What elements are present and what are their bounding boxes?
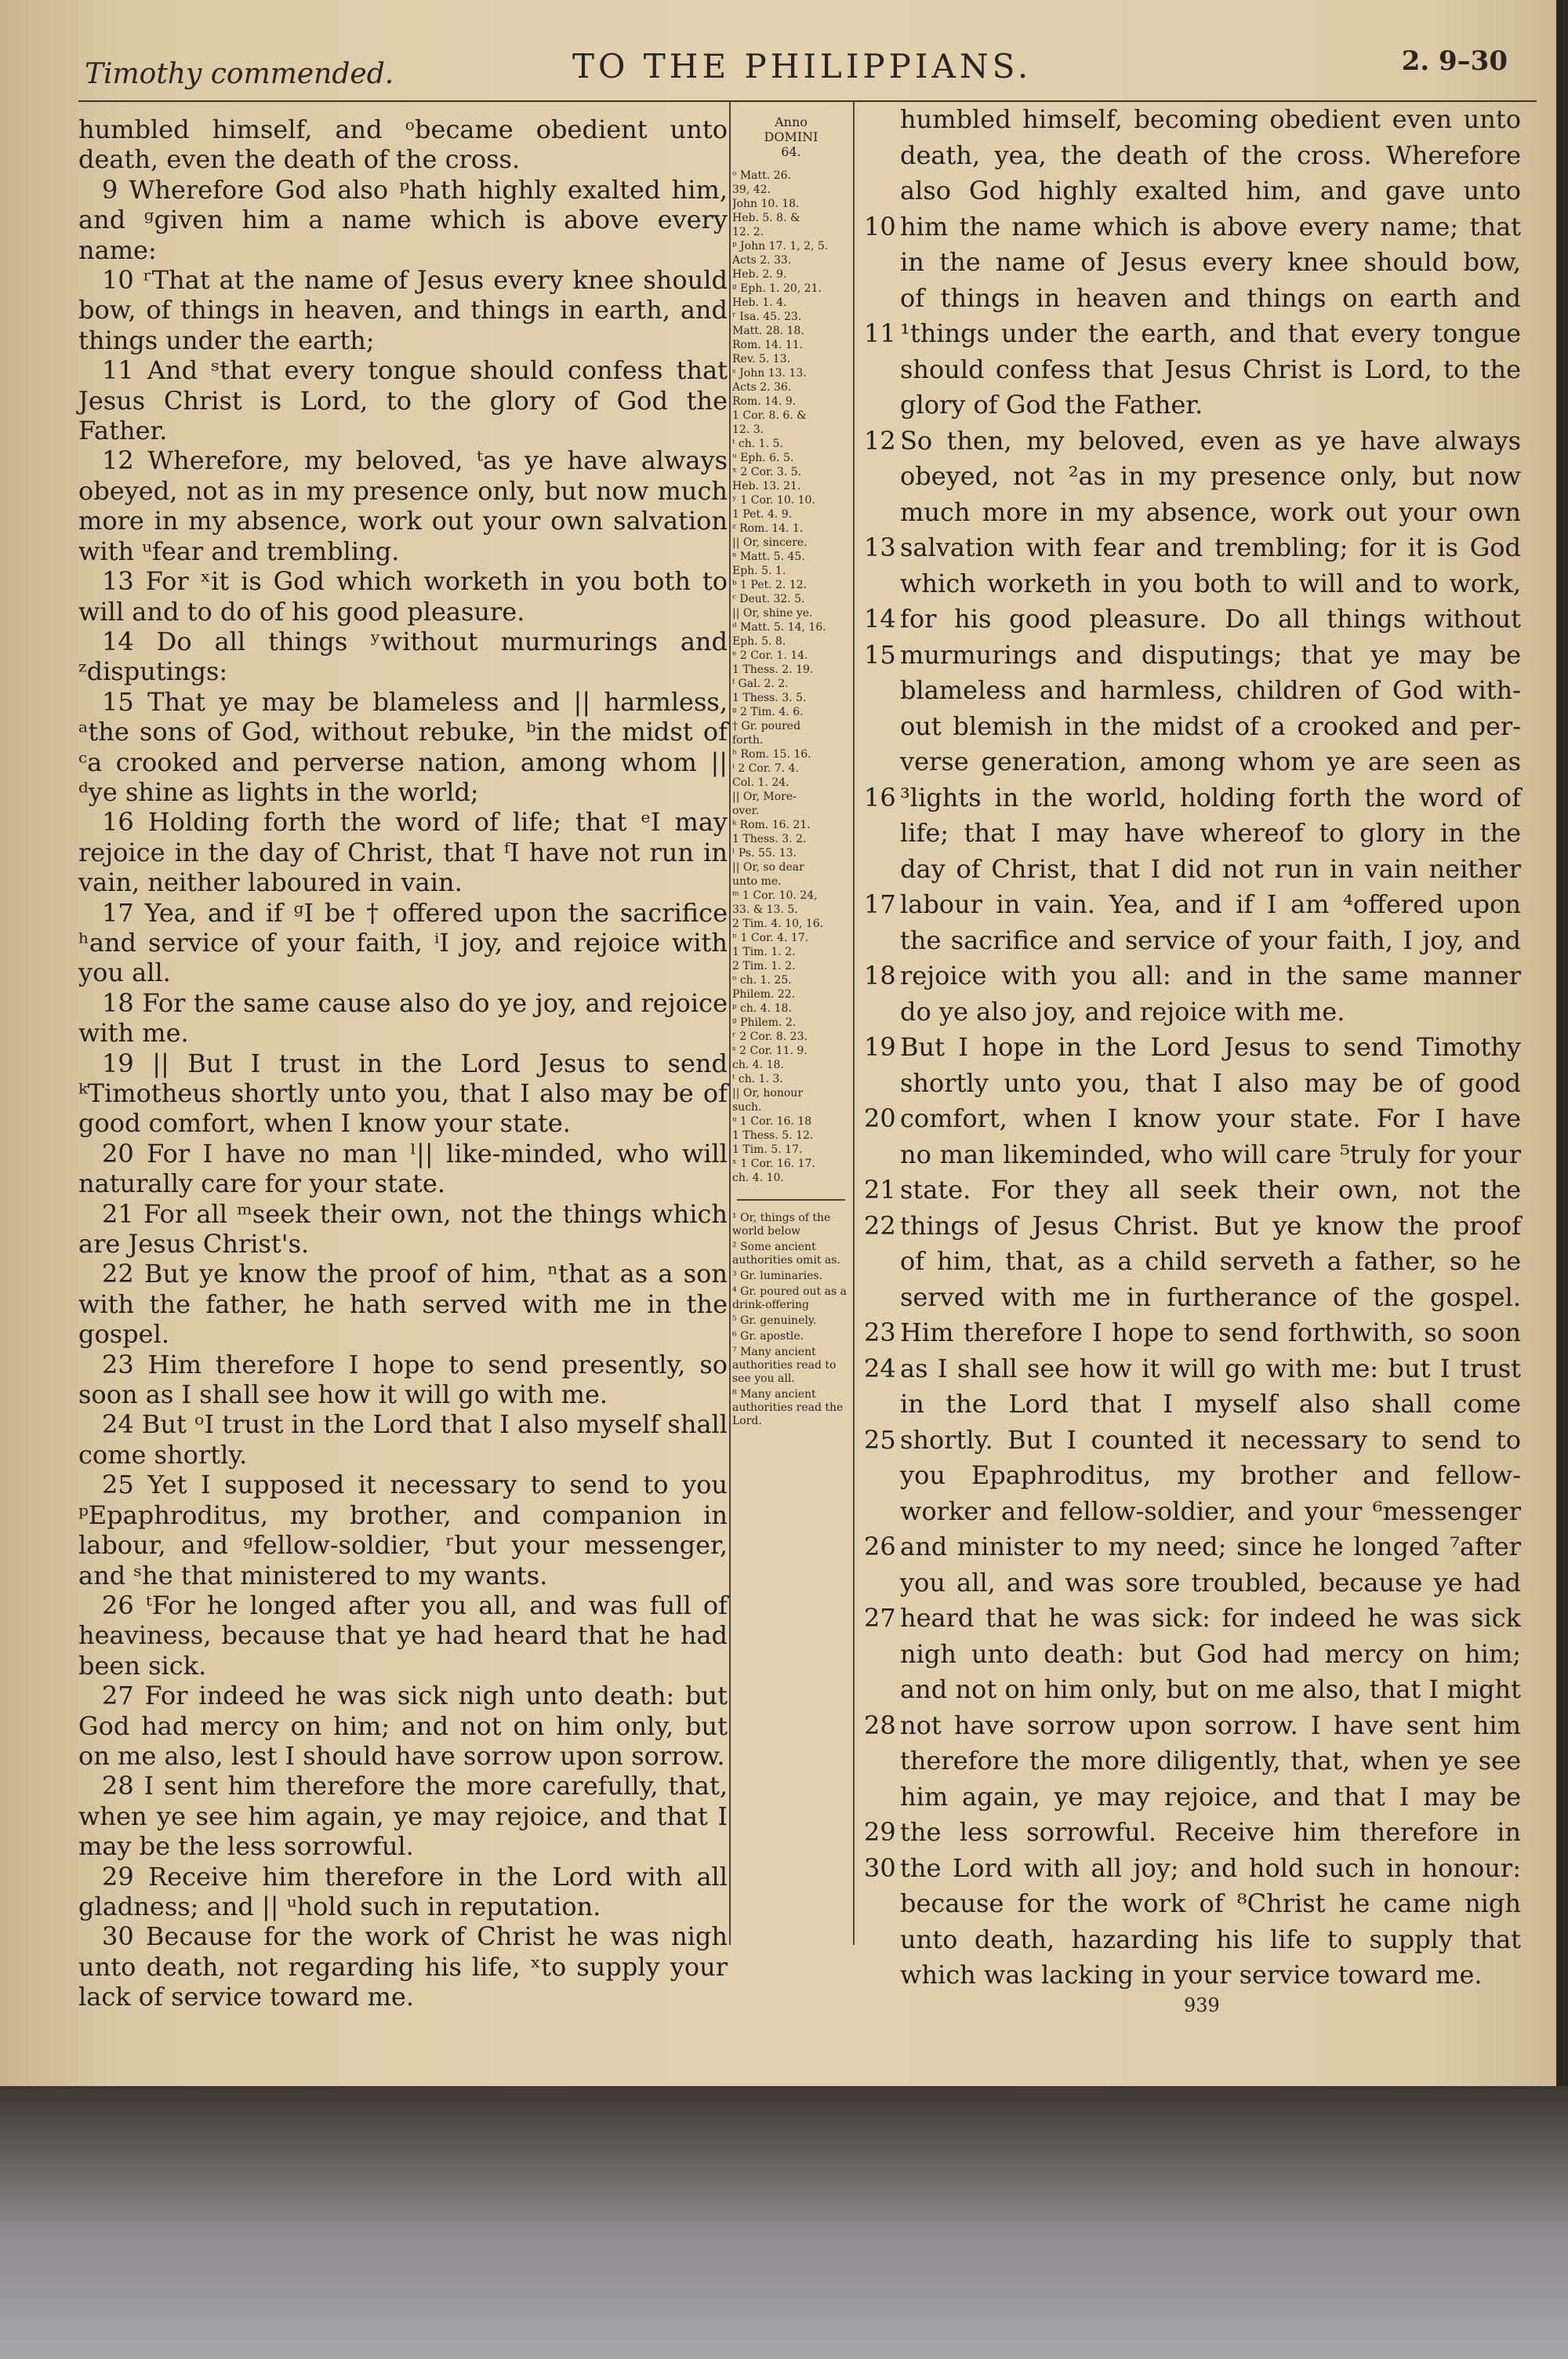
verse-number: 17 bbox=[864, 889, 896, 919]
verse-number bbox=[864, 744, 900, 780]
left-verse: 30 Because for the work of Christ he was nigh unto death, not regarding his life, ˣto supply your lack of service toward me. bbox=[78, 1921, 728, 2012]
cross-reference: over. bbox=[732, 805, 760, 817]
margin-footnote: ⁸ Many ancient authorities read the Lord. bbox=[732, 1388, 844, 1427]
line-text: worker and fellow-soldier, and your ⁶messenger bbox=[900, 1496, 1521, 1526]
cross-reference: ᶠ Gal. 2. 2. bbox=[732, 678, 789, 690]
right-line bbox=[864, 1423, 1521, 1459]
margin-footnote: ⁷ Many ancient authorities read to see you all. bbox=[732, 1346, 837, 1385]
verse-number bbox=[864, 102, 900, 138]
footnote-list bbox=[732, 1212, 850, 1428]
cross-reference: ⁿ 1 Cor. 4. 17. bbox=[732, 932, 809, 944]
cross-reference: ᵒ Matt. 26. bbox=[732, 169, 791, 182]
cross-reference: ᵒ ch. 1. 25. bbox=[732, 974, 792, 987]
cross-reference: Rom. 14. 9. bbox=[732, 395, 797, 408]
cross-reference: 1 Tim. 1. 2. bbox=[732, 946, 796, 958]
cross-reference: ch. 4. 18. bbox=[732, 1059, 784, 1071]
left-verse: 9 Wherefore God also ᵖhath highly exalted him, and ᵍgiven him a name which is above every name: bbox=[78, 174, 728, 265]
line-text: the sacrifice and service of your faith, I joy, and bbox=[900, 925, 1521, 955]
line-text: should confess that Jesus Christ is Lord, to the bbox=[900, 354, 1521, 384]
verse-number: 14 bbox=[864, 604, 896, 634]
line-text: obeyed, not ²as in my presence only, but now bbox=[900, 461, 1521, 491]
cross-reference: 1 Pet. 4. 9. bbox=[732, 508, 793, 521]
line-text: labour in vain. Yea, and if I am ⁴offered upon bbox=[900, 889, 1521, 919]
line-text: him again, ye may rejoice, and that I may be bbox=[900, 1781, 1521, 1812]
right-line bbox=[864, 1280, 1521, 1316]
cross-reference: 33. & 13. 5. bbox=[732, 903, 798, 916]
cross-reference: || Or, More- bbox=[732, 791, 797, 803]
cross-reference: ᵗ ch. 1. 3. bbox=[732, 1073, 783, 1085]
cross-reference: || Or, sincere. bbox=[732, 536, 808, 549]
verse-number bbox=[864, 1779, 900, 1816]
right-line bbox=[864, 887, 1521, 923]
cross-reference: ˣ 2 Cor. 3. 5. bbox=[732, 466, 802, 478]
right-line bbox=[864, 1886, 1521, 1922]
right-line bbox=[864, 1137, 1521, 1173]
verse-number bbox=[864, 1280, 900, 1316]
verse-number bbox=[864, 352, 900, 388]
cross-reference: Eph. 5. 8. bbox=[732, 635, 786, 648]
left-verse: 11 And ˢthat every tongue should confess that Jesus Christ is Lord, to the glory of God the Father. bbox=[78, 355, 728, 446]
line-text: in the Lord that I myself also shall come bbox=[900, 1389, 1521, 1419]
center-margin-references bbox=[732, 114, 850, 1430]
margin-footnote: ⁴ Gr. poured out as a drink-offering bbox=[732, 1285, 847, 1311]
cross-reference: ᵘ Eph. 6. 5. bbox=[732, 452, 794, 464]
line-text: rejoice with you all: and in the same manner bbox=[900, 961, 1521, 990]
cross-reference: ᶻ Rom. 14. 1. bbox=[732, 522, 804, 535]
cross-reference: ʰ Rom. 15. 16. bbox=[732, 748, 811, 761]
cross-reference: 12. 2. bbox=[732, 226, 764, 238]
cross-reference: ᵃ Matt. 5. 45. bbox=[732, 551, 805, 563]
cross-reference: ᵇ 1 Pet. 2. 12. bbox=[732, 579, 808, 591]
cross-reference: Rev. 5. 13. bbox=[732, 353, 791, 365]
right-line bbox=[864, 530, 1521, 566]
verse-number bbox=[864, 994, 900, 1030]
left-verse: 14 Do all things ʸwithout murmurings and ᶻdisputings: bbox=[78, 626, 728, 687]
line-text: as I shall see how it will go with me: but I trust bbox=[900, 1353, 1521, 1383]
verse-number bbox=[864, 1672, 900, 1708]
line-text: salvation with fear and trembling; for it is God bbox=[900, 533, 1521, 562]
line-text: no man likeminded, who will care ⁵truly for your bbox=[900, 1139, 1521, 1169]
left-verse: 23 Him therefore I hope to send presently, so soon as I shall see how it will go with me. bbox=[78, 1349, 728, 1410]
right-line bbox=[864, 1351, 1521, 1387]
verse-number: 22 bbox=[864, 1210, 896, 1241]
right-line bbox=[864, 566, 1521, 602]
line-text: of him, that, as a child serveth a father, so he bbox=[900, 1246, 1521, 1276]
right-line bbox=[864, 1458, 1521, 1494]
verse-number bbox=[864, 852, 900, 888]
verse-number bbox=[864, 1743, 900, 1779]
cross-reference: Heb. 5. 8. & bbox=[732, 212, 800, 224]
footnote-separator bbox=[737, 1199, 845, 1201]
anno-domini bbox=[732, 114, 850, 159]
right-line bbox=[864, 1779, 1521, 1816]
margin-footnote: ³ Gr. luminaries. bbox=[732, 1270, 823, 1282]
line-text: But I hope in the Lord Jesus to send Timothy bbox=[900, 1032, 1521, 1062]
verse-number: 28 bbox=[864, 1710, 896, 1740]
line-text: you all, and was sore troubled, because ye had bbox=[900, 1567, 1521, 1598]
line-text: shortly. But I counted it necessary to send to bbox=[900, 1424, 1521, 1455]
left-verse: 29 Receive him therefore in the Lord with all gladness; and || ᵘhold such in reputation. bbox=[78, 1861, 728, 1921]
verse-number: 18 bbox=[864, 961, 896, 990]
verse-number bbox=[864, 1066, 900, 1102]
left-verse: 19 || But I trust in the Lord Jesus to send ᵏTimotheus shortly unto you, that I also may be of good comfort, when I know your state. bbox=[78, 1048, 728, 1139]
line-text: not have sorrow upon sorrow. I have sent him bbox=[900, 1710, 1521, 1740]
line-text: which worketh in you both to will and to work, bbox=[900, 568, 1521, 598]
verse-number bbox=[864, 1494, 900, 1530]
cross-reference: ch. 4. 10. bbox=[732, 1172, 784, 1184]
cross-reference: Heb. 13. 21. bbox=[732, 480, 801, 493]
cross-reference: ʸ 1 Cor. 10. 10. bbox=[732, 494, 815, 507]
cross-reference: ʳ Isa. 45. 23. bbox=[732, 311, 802, 323]
cross-reference: 1 Thess. 3. 5. bbox=[732, 692, 807, 704]
right-line bbox=[864, 1708, 1521, 1744]
page-number: 939 bbox=[1184, 1994, 1220, 2016]
verse-number: 13 bbox=[864, 533, 896, 562]
cross-reference: || Or, honour bbox=[732, 1087, 804, 1100]
line-text: him the name which is above every name; that bbox=[900, 211, 1521, 242]
right-line bbox=[864, 138, 1521, 174]
line-text: which was lacking in your service toward me. bbox=[900, 1960, 1483, 1990]
cross-reference: ᵘ 1 Cor. 16. 18 bbox=[732, 1115, 812, 1128]
line-text: the Lord with all joy; and hold such in honour: bbox=[900, 1852, 1521, 1883]
line-text: verse generation, among whom ye are seen as bbox=[900, 747, 1521, 776]
right-line bbox=[864, 816, 1521, 852]
cross-reference: 2 Tim. 1. 2. bbox=[732, 960, 796, 972]
right-line bbox=[864, 209, 1521, 245]
line-text: the less sorrowful. Receive him therefore in bbox=[900, 1817, 1521, 1847]
cross-reference: 1 Cor. 8. 6. & bbox=[732, 409, 807, 422]
verse-number: 30 bbox=[864, 1852, 896, 1883]
background-surface bbox=[0, 2086, 1568, 2359]
left-column-av-text bbox=[78, 114, 728, 2012]
right-line bbox=[864, 1494, 1521, 1530]
verse-number: 29 bbox=[864, 1817, 896, 1847]
cross-reference: 1 Thess. 5. 12. bbox=[732, 1129, 814, 1142]
line-text: humbled himself, becoming obedient even unto bbox=[900, 104, 1521, 134]
verse-number bbox=[864, 816, 900, 852]
right-line bbox=[864, 638, 1521, 674]
verse-number: 10 bbox=[864, 211, 896, 242]
cross-reference: 12. 3. bbox=[732, 423, 764, 436]
cross-reference: || Or, shine ye. bbox=[732, 607, 813, 620]
right-line bbox=[864, 1315, 1521, 1351]
verse-number: 24 bbox=[864, 1353, 896, 1383]
right-line bbox=[864, 245, 1521, 281]
verse-number bbox=[864, 459, 900, 495]
cross-reference: 1 Thess. 3. 2. bbox=[732, 833, 807, 845]
cross-reference: ˢ John 13. 13. bbox=[732, 367, 807, 380]
verse-number bbox=[864, 566, 900, 602]
cross-reference: ᵈ Matt. 5. 14, 16. bbox=[732, 621, 826, 634]
line-text: and not on him only, but on me also, that I might bbox=[900, 1674, 1521, 1704]
cross-reference: || Or, so dear bbox=[732, 861, 804, 874]
verse-number bbox=[864, 281, 900, 317]
line-text: for his good pleasure. Do all things without bbox=[900, 604, 1521, 634]
line-text: you Epaphroditus, my brother and fellow- bbox=[900, 1460, 1521, 1490]
cross-reference: ʳ 2 Cor. 8. 23. bbox=[732, 1030, 808, 1043]
cross-reference: 39, 42. bbox=[732, 184, 771, 196]
line-text: Him therefore I hope to send forthwith, so soon bbox=[900, 1318, 1521, 1347]
left-verse: 24 But ᵒI trust in the Lord that I also myself shall come shortly. bbox=[78, 1409, 728, 1470]
line-text: things of Jesus Christ. But ye know the proof bbox=[900, 1210, 1521, 1241]
line-text: out blemish in the midst of a crooked and per- bbox=[900, 711, 1521, 741]
cross-reference: Rom. 14. 11. bbox=[732, 339, 804, 351]
running-head bbox=[0, 45, 1556, 93]
verse-number bbox=[864, 1458, 900, 1494]
left-verse: 16 Holding forth the word of life; that ᵉI may rejoice in the day of Christ, that ᶠI have not run in vain, neither laboured in vain. bbox=[78, 807, 728, 898]
line-text: therefore the more diligently, that, when ye see bbox=[900, 1746, 1521, 1776]
right-line bbox=[864, 1066, 1521, 1102]
margin-footnote: ⁵ Gr. genuinely. bbox=[732, 1314, 817, 1327]
left-verse: 10 ʳThat at the name of Jesus every knee should bow, of things in heaven, and things in earth, and things under the earth; bbox=[78, 265, 728, 355]
verse-number: 26 bbox=[864, 1532, 896, 1561]
right-line bbox=[864, 1529, 1521, 1565]
line-text: comfort, when I know your state. For I have bbox=[900, 1103, 1521, 1133]
cross-reference: Acts 2. 36. bbox=[732, 381, 792, 394]
left-verse: 13 For ˣit is God which worketh in you both to will and to do of his good pleasure. bbox=[78, 566, 728, 627]
margin-footnote: ² Some ancient authorities omit as. bbox=[732, 1241, 840, 1267]
column-divider-right bbox=[853, 102, 855, 1945]
left-verse: 12 Wherefore, my beloved, ᵗas ye have always obeyed, not as in my presence only, but now much more in my absence, work out your own salvation with ᵘfear and trembling. bbox=[78, 445, 728, 566]
right-line bbox=[864, 923, 1521, 959]
right-line bbox=[864, 1601, 1521, 1637]
left-verse: 18 For the same cause also do ye joy, and rejoice with me. bbox=[78, 987, 728, 1049]
verse-number: 23 bbox=[864, 1318, 896, 1347]
line-text: do ye also joy, and rejoice with me. bbox=[900, 996, 1345, 1027]
line-text: much more in my absence, work out your own bbox=[900, 496, 1521, 527]
cross-reference: John 10. 18. bbox=[732, 198, 800, 210]
verse-number: 16 bbox=[864, 782, 896, 812]
line-text: murmurings and disputings; that ye may be bbox=[900, 639, 1521, 670]
cross-reference: Heb. 2. 9. bbox=[732, 268, 787, 281]
cross-reference: ᵍ 2 Tim. 4. 6. bbox=[732, 706, 804, 718]
right-line bbox=[864, 459, 1521, 495]
verse-number: 21 bbox=[864, 1175, 896, 1205]
cross-reference: ᶜ Deut. 32. 5. bbox=[732, 593, 805, 605]
verse-number bbox=[864, 1886, 900, 1922]
line-text: So then, my beloved, even as ye have always bbox=[900, 425, 1521, 456]
left-verse: 20 For I have no man ˡ|| like-minded, who will naturally care for your state. bbox=[78, 1138, 728, 1199]
verse-number: 25 bbox=[864, 1424, 896, 1455]
running-head-reference: 2. 9–30 bbox=[1401, 45, 1508, 77]
verse-number: 19 bbox=[864, 1032, 896, 1062]
line-text: in the name of Jesus every knee should bow, bbox=[900, 247, 1521, 277]
margin-footnote: ⁶ Gr. apostle. bbox=[732, 1330, 804, 1343]
cross-reference: ᵏ Rom. 16. 21. bbox=[732, 819, 811, 831]
line-text: day of Christ, that I did not run in vain neither bbox=[900, 853, 1521, 884]
right-line bbox=[864, 602, 1521, 638]
line-text: death, yea, the death of the cross. Wherefore bbox=[900, 140, 1521, 170]
right-line bbox=[864, 1922, 1521, 1958]
line-text: life; that I may have whereof to glory in the bbox=[900, 818, 1521, 848]
cross-reference: such. bbox=[732, 1101, 762, 1114]
right-line bbox=[864, 281, 1521, 317]
verse-number: 15 bbox=[864, 639, 896, 670]
right-line bbox=[864, 316, 1521, 352]
right-line bbox=[864, 709, 1521, 745]
verse-number bbox=[864, 495, 900, 531]
verse-number bbox=[864, 1137, 900, 1173]
verse-number: 27 bbox=[864, 1603, 896, 1633]
verse-number bbox=[864, 1244, 900, 1280]
right-line bbox=[864, 102, 1521, 138]
right-line bbox=[864, 1815, 1521, 1851]
verse-number bbox=[864, 1922, 900, 1958]
verse-number: 20 bbox=[864, 1103, 896, 1133]
right-line bbox=[864, 1851, 1521, 1887]
right-line bbox=[864, 1101, 1521, 1137]
right-line bbox=[864, 1957, 1521, 1994]
line-text: ¹things under the earth, and that every tongue bbox=[900, 318, 1521, 348]
line-text: blameless and harmless, children of God with- bbox=[900, 675, 1521, 705]
left-verse: humbled himself, and ᵒbecame obedient unto death, even the death of the cross. bbox=[78, 114, 728, 175]
verse-number bbox=[864, 173, 900, 209]
cross-reference: ᵉ 2 Cor. 1. 14. bbox=[732, 649, 808, 662]
anno-line: Anno bbox=[775, 114, 808, 129]
right-line bbox=[864, 994, 1521, 1030]
left-verse: 26 ᵗFor he longed after you all, and was full of heaviness, because that ye had heard that he had been sick. bbox=[78, 1590, 728, 1681]
verse-number: 11 bbox=[864, 318, 896, 348]
right-line bbox=[864, 352, 1521, 388]
cross-reference: ⁱ 2 Cor. 7. 4. bbox=[732, 762, 799, 775]
column-divider-left bbox=[729, 102, 731, 1945]
right-line bbox=[864, 744, 1521, 780]
line-text: nigh unto death: but God had mercy on him; bbox=[900, 1638, 1521, 1669]
verse-number bbox=[864, 709, 900, 745]
verse-number bbox=[864, 1387, 900, 1423]
line-text: shortly unto you, that I also may be of good bbox=[900, 1067, 1521, 1098]
cross-reference: ᵍ Philem. 2. bbox=[732, 1016, 797, 1029]
cross-reference: unto me. bbox=[732, 875, 782, 888]
cross-reference: Heb. 1. 4. bbox=[732, 296, 787, 309]
right-line bbox=[864, 958, 1521, 994]
line-text: and minister to my need; since he longed ⁷after bbox=[900, 1532, 1521, 1561]
running-head-left: Timothy commended. bbox=[85, 58, 394, 90]
verse-number bbox=[864, 138, 900, 174]
cross-reference: Col. 1. 24. bbox=[732, 776, 789, 789]
verse-number: 12 bbox=[864, 425, 896, 456]
line-text: state. For they all seek their own, not the bbox=[900, 1175, 1521, 1205]
right-line bbox=[864, 1209, 1521, 1245]
cross-reference: ᵖ John 17. 1, 2, 5. bbox=[732, 240, 829, 253]
left-verse: 17 Yea, and if ᵍI be † offered upon the sacrifice ʰand service of your faith, ⁱI joy, and rejoice with you all. bbox=[78, 897, 728, 988]
verse-number bbox=[864, 245, 900, 281]
right-line bbox=[864, 673, 1521, 709]
line-text: because for the work of ⁸Christ he came nigh bbox=[900, 1888, 1521, 1918]
line-text: also God highly exalted him, and gave unto bbox=[900, 176, 1521, 205]
line-text: ³lights in the world, holding forth the word of bbox=[900, 782, 1521, 812]
left-verse: 25 Yet I supposed it necessary to send to you ᵖEpaphroditus, my brother, and companion in labour, and ᵍfellow-soldier, ʳbut your messenger, and ˢhe that ministered to my wants. bbox=[78, 1470, 728, 1590]
right-line bbox=[864, 1244, 1521, 1280]
line-text: served with me in furtherance of the gospel. bbox=[900, 1281, 1521, 1312]
right-line bbox=[864, 423, 1521, 460]
cross-reference-list bbox=[732, 169, 850, 1185]
left-verse: 21 For all ᵐseek their own, not the things which are Jesus Christ's. bbox=[78, 1198, 728, 1259]
cross-reference: ˡ Ps. 55. 13. bbox=[732, 847, 797, 860]
cross-reference: 2 Tim. 4. 10, 16. bbox=[732, 918, 824, 930]
right-line bbox=[864, 1672, 1521, 1708]
left-verse: 27 For indeed he was sick nigh unto death: but God had mercy on him; and not on him only, but on me also, lest I should have sorrow upon sorrow. bbox=[78, 1681, 728, 1771]
cross-reference: 1 Thess. 2. 19. bbox=[732, 663, 814, 676]
left-verse: 28 I sent him therefore the more carefully, that, when ye see him again, ye may rejoice, and that I may be the less sorrowful. bbox=[78, 1771, 728, 1862]
cross-reference: 1 Tim. 5. 17. bbox=[732, 1143, 803, 1156]
cross-reference: Acts 2. 33. bbox=[732, 254, 792, 267]
cross-reference: ˣ 1 Cor. 16. 17. bbox=[732, 1158, 815, 1170]
cross-reference: Philem. 22. bbox=[732, 988, 796, 1001]
anno-line: DOMINI bbox=[764, 129, 818, 144]
left-verse: 15 That ye may be blameless and || harmless, ᵃthe sons of God, without rebuke, ᵇin the midst of ᶜa crooked and perverse nation, among whom || ᵈye shine as lights in the world; bbox=[78, 686, 728, 807]
margin-footnote: ¹ Or, things of the world below bbox=[732, 1212, 831, 1238]
cross-reference: Eph. 5. 1. bbox=[732, 565, 786, 577]
verse-number bbox=[864, 387, 900, 423]
cross-reference: ᵐ 1 Cor. 10. 24, bbox=[732, 889, 818, 902]
right-column-rv-text bbox=[864, 102, 1521, 1994]
right-line bbox=[864, 780, 1521, 816]
cross-reference: ᵖ ch. 4. 18. bbox=[732, 1002, 792, 1015]
cross-reference: Matt. 28. 18. bbox=[732, 325, 804, 337]
verse-number bbox=[864, 923, 900, 959]
cross-reference: forth. bbox=[732, 734, 764, 747]
right-line bbox=[864, 495, 1521, 531]
cross-reference: ˢ 2 Cor. 11. 9. bbox=[732, 1045, 808, 1057]
right-line bbox=[864, 1030, 1521, 1066]
line-text: unto death, hazarding his life to supply that bbox=[900, 1924, 1521, 1954]
line-text: of things in heaven and things on earth and bbox=[900, 282, 1521, 313]
cross-reference: ᵗ ch. 1. 5. bbox=[732, 438, 783, 450]
right-line bbox=[864, 173, 1521, 209]
anno-line: 64. bbox=[781, 144, 801, 159]
left-verse: 22 But ye know the proof of him, ⁿthat as a son with the father, he hath served with me in the gospel. bbox=[78, 1259, 728, 1350]
cross-reference: † Gr. poured bbox=[732, 720, 801, 732]
verse-number bbox=[864, 673, 900, 709]
right-line bbox=[864, 1743, 1521, 1779]
right-line bbox=[864, 1172, 1521, 1209]
right-line bbox=[864, 852, 1521, 888]
right-line bbox=[864, 387, 1521, 423]
running-head-title: TO THE PHILIPPIANS. bbox=[572, 47, 1033, 85]
line-text: glory of God the Father. bbox=[900, 390, 1203, 420]
line-text: heard that he was sick: for indeed he was sick bbox=[900, 1603, 1521, 1633]
verse-number bbox=[864, 1637, 900, 1673]
verse-number bbox=[864, 1957, 900, 1994]
cross-reference: ᵍ Eph. 1. 20, 21. bbox=[732, 282, 822, 295]
verse-number bbox=[864, 1565, 900, 1601]
right-line bbox=[864, 1637, 1521, 1673]
right-line bbox=[864, 1387, 1521, 1423]
right-line bbox=[864, 1565, 1521, 1601]
